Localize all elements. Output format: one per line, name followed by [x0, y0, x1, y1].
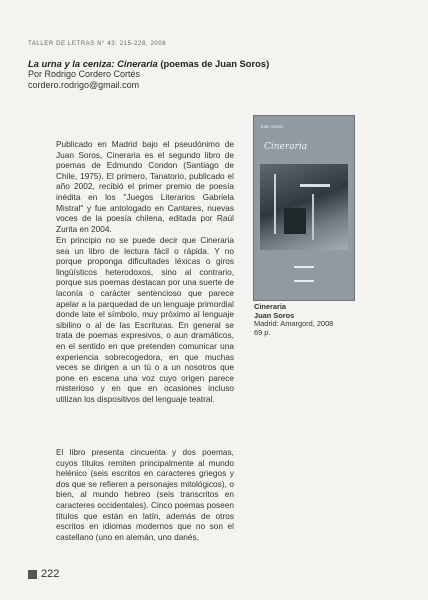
paragraph: En principio no se puede decir que Cineraria sea un libro de lectura fácil o rápida. Y no porque proponga dificultades léxicas o giros lingüísticos heterodoxos, sino al contrario, porque sus poemas destacan por una suerte de laconía o carácter sentencioso que parece apelar a la parquedad de un lenguaje primordial donde late el símbolo, muy próximo al lenguaje sibilino o al de las Escrituras. En general se trata de poemas expresivos, o aun dramáticos, en el sentido en que pretenden comunicar una experiencia sobrecogedora, en que muchas veces se dirigen a un tú o a un nosotros que pone en escena una voz cuyo origen parece misterioso y en que en ocasiones incluso utilizan los dispositivos del lenguaje teatral.: [56, 235, 234, 404]
art-blot: [284, 208, 306, 234]
title-italic: La urna y la ceniza: Cineraria: [28, 58, 158, 69]
paragraph: Publicado en Madrid bajo el pseudónimo de Juan Soros, Cineraria es el segundo libro de poemas de Edmundo Condon (Santiago de Chile, 1975). El primero, Tanatorio, publicado el año 2002, recibió el primer premio de poesía inédita en los "Juegos Literarios Gabriela Mistral" y fue antologado en Cantares, nuevas voces de la poesía chilena, editada por Raúl Zurita en 2004.: [56, 139, 234, 234]
caption-publication: Madrid: Amargord, 2008: [254, 319, 334, 329]
art-stroke: [312, 194, 314, 240]
page-folio: [28, 568, 59, 580]
running-head: TALLER DE LETRAS N° 43: 215-228, 2008: [28, 41, 167, 47]
caption-author: Juan Soros: [254, 310, 295, 320]
paragraph-3-block: [56, 447, 234, 542]
caption-pages: 69 p.: [254, 327, 271, 337]
art-stroke: [274, 174, 276, 234]
author-email: cordero.rodrigo@gmail.com: [28, 80, 140, 90]
publisher-logo-icon: [294, 266, 314, 282]
article-title: [28, 58, 408, 69]
art-stroke: [300, 184, 330, 187]
paragraph: El libro presenta cincuenta y dos poemas, cuyos títulos remiten principalmente al mundo helénico (seis escritos en caracteres griegos y dos que se refieren a personajes mitológicos), o bien, al mundo hebreo (seis transcritos en caracteres occidentales). Cinco poemas poseen títulos que están en latín, además de otros escritos en idiomas modernos que no son el castellano (uno en alemán, uno danés,: [56, 447, 234, 542]
folio-square-icon: [28, 570, 37, 579]
title-rest: (poemas de Juan Soros): [157, 58, 270, 69]
book-caption: [254, 303, 333, 337]
cover-artwork: [260, 164, 348, 250]
paragraph-1-block: [56, 139, 234, 234]
caption-title: Cineraria: [254, 302, 287, 311]
article-author: Por Rodrigo Cordero Cortés: [28, 69, 141, 79]
article-header: [28, 58, 408, 91]
page-number: 222: [41, 568, 60, 580]
cover-author: Juan Soros: [260, 124, 283, 129]
book-cover-image: [254, 116, 354, 300]
paragraph-2-block: [56, 235, 234, 405]
cover-title: Cineraria: [264, 142, 308, 152]
